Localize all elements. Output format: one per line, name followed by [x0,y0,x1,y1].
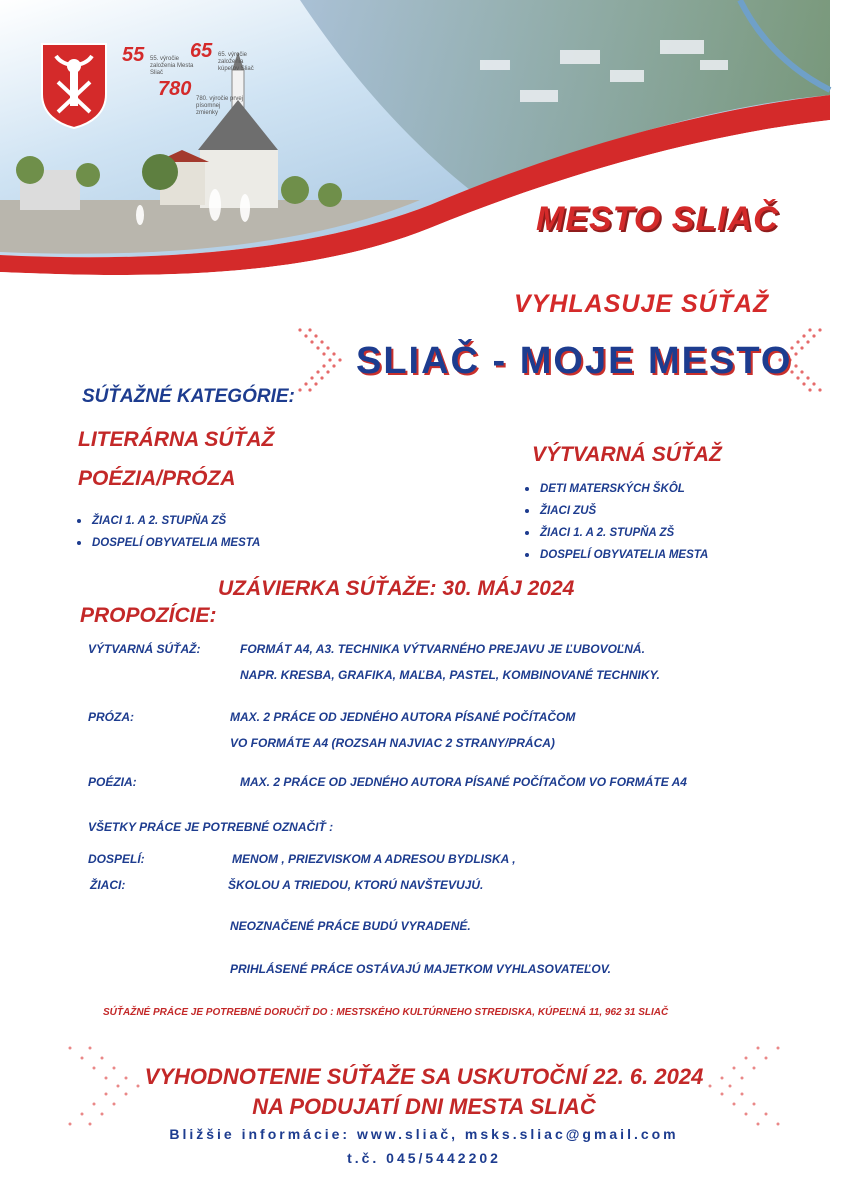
pupils-text: ŠKOLOU A TRIEDOU, KTORÚ NAVŠTEVUJÚ. [228,878,484,892]
list-item: DOSPELÍ OBYVATELIA MESTA [520,544,708,566]
anniversary-value: 780 [158,78,192,100]
art-line: FORMÁT A4, A3. TECHNIKA VÝTVARNÉHO PREJAVU JE ĽUBOVOĽNÁ. [240,642,645,656]
art-list [520,478,708,566]
property-note: PRIHLÁSENÉ PRÁCE OSTÁVAJÚ MAJETKOM VYHLASOVATEĽOV. [230,962,611,976]
categories-heading: SÚŤAŽNÉ KATEGÓRIE: [82,386,295,407]
contact-phone: t.č. 045/5442202 [347,1150,501,1166]
anniversary-55 [122,44,144,67]
list-item: ŽIACI ZUŠ [520,500,708,522]
contact-info: Bližšie informácie: www.sliač, msks.sliac@gmail.com [169,1126,679,1142]
deadline: UZÁVIERKA SÚŤAŽE: 30. MÁJ 2024 [218,577,575,600]
anniversary-caption: 780. výročie prvej písomnej zmienky [196,96,244,116]
prose-line: MAX. 2 PRÁCE OD JEDNÉHO AUTORA PÍSANÉ POČÍTAČOM [230,710,576,724]
contest-name: SLIAČ - MOJE MESTO [356,340,793,382]
literary-title: LITERÁRNA SÚŤAŽ [78,428,275,451]
prose-line: VO FORMÁTE A4 (ROZSAH NAJVIAC 2 STRANY/PRÁCA) [230,736,555,750]
list-item: DETI MATERSKÝCH ŠKÔL [520,478,708,500]
adults-label: DOSPELÍ: [88,852,145,866]
mark-all: VŠETKY PRÁCE JE POTREBNÉ OZNAČIŤ : [88,820,334,834]
evaluation-line-2: NA PODUJATÍ DNI MESTA SLIAČ [252,1094,596,1119]
evaluation-line-1: VYHODNOTENIE SÚŤAŽE SA USKUTOČNÍ 22. 6. 2024 [144,1064,704,1089]
prose-label: PRÓZA: [88,710,134,724]
announces-heading: VYHLASUJE SÚŤAŽ [514,290,770,318]
list-item: ŽIACI 1. A 2. STUPŇA ZŠ [72,510,260,532]
anniversary-65 [190,40,212,63]
list-item: DOSPELÍ OBYVATELIA MESTA [72,532,260,554]
poetry-line: MAX. 2 PRÁCE OD JEDNÉHO AUTORA PÍSANÉ POČÍTAČOM VO FORMÁTE A4 [240,775,687,789]
propositions-title: PROPOZÍCIE: [80,604,217,627]
art-label: VÝTVARNÁ SÚŤAŽ: [88,642,201,656]
unmarked-note: NEOZNAČENÉ PRÁCE BUDÚ VYRADENÉ. [230,919,471,933]
literary-subtitle: POÉZIA/PRÓZA [78,467,236,490]
art-title: VÝTVARNÁ SÚŤAŽ [532,443,722,466]
city-title: MESTO SLIAČ [536,200,779,238]
anniversary-caption: 65. výročie založenia kúpeľov Sliač [218,52,254,72]
adults-text: MENOM , PRIEZVISKOM A ADRESOU BYDLISKA , [232,852,516,866]
anniversary-value: 65 [190,40,213,62]
delivery-address: SÚŤAŽNÉ PRÁCE JE POTREBNÉ DORUČIŤ DO : MESTSKÉHO KULTÚRNEHO STREDISKA, KÚPEĽNÁ 11, 962 31 SLIAČ [103,1007,669,1018]
chevron-decoration-left-icon [290,320,350,400]
list-item: ŽIACI 1. A 2. STUPŇA ZŠ [520,522,708,544]
literary-list [72,510,260,554]
art-line: NAPR. KRESBA, GRAFIKA, MAĽBA, PASTEL, KOMBINOVANÉ TECHNIKY. [240,668,660,682]
city-coat-of-arms-icon [40,42,108,130]
anniversary-value: 55 [122,44,145,66]
pupils-label: ŽIACI: [90,878,126,892]
poetry-label: POÉZIA: [88,775,137,789]
anniversary-780 [158,78,191,101]
anniversary-caption: 55. výročie založenia Mesta Sliač [150,56,194,76]
